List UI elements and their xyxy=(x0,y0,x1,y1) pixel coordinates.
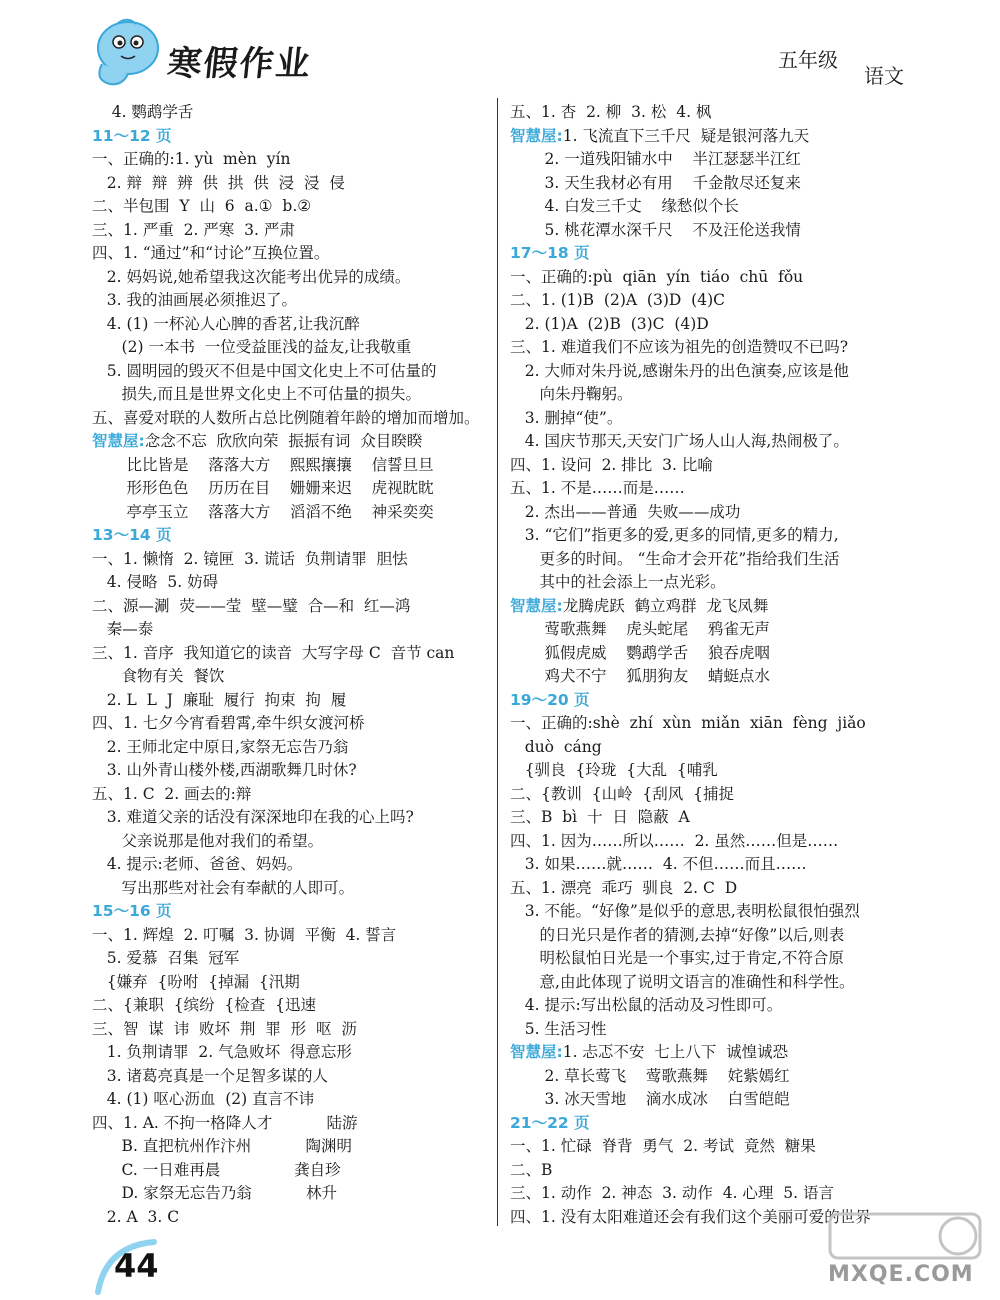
answer-line xyxy=(92,1182,496,1206)
answer-line xyxy=(92,1112,496,1136)
answer-text: {嫌弃 {吩咐 {掉漏 {汛期 xyxy=(92,972,300,991)
answer-line xyxy=(92,407,496,431)
answer-text: 二、B xyxy=(510,1160,553,1179)
answer-line xyxy=(92,1135,496,1159)
answer-text: 5. 桃花潭水深千尺 不及汪伦送我情 xyxy=(510,220,801,239)
answer-line xyxy=(92,336,496,360)
answer-line xyxy=(510,172,915,196)
answer-line xyxy=(510,642,915,666)
wisdom-house-label: 智慧屋: xyxy=(510,596,563,615)
answer-text: 2. A 3. C xyxy=(92,1207,180,1226)
answer-line xyxy=(510,266,915,290)
answer-text: B. 直把杭州作汴州 陶渊明 xyxy=(92,1137,353,1155)
answer-line xyxy=(510,101,915,125)
answer-text: duò cáng xyxy=(510,737,602,756)
answer-text: 3. 诸葛亮真是一个足智多谋的人 xyxy=(92,1066,328,1085)
answer-line xyxy=(92,1088,496,1112)
section-heading xyxy=(92,900,496,924)
answer-line xyxy=(510,994,915,1018)
answer-text: 2. 妈妈说,她希望我这次能考出优异的成绩。 xyxy=(92,267,411,286)
answer-line xyxy=(510,148,915,172)
answer-text: 念念不忘 欣欣向荣 振振有词 众目睽睽 xyxy=(144,432,423,450)
answer-text: 五、1. 杏 2. 柳 3. 松 4. 枫 xyxy=(510,103,712,121)
wisdom-house-label: 智慧屋: xyxy=(510,1043,563,1061)
answer-text: 2. 一道残阳铺水中 半江瑟瑟半江红 xyxy=(510,150,801,168)
answer-line xyxy=(92,148,496,172)
answer-text: 15～16 页 xyxy=(92,902,172,920)
answer-line xyxy=(92,712,496,736)
answer-text: 4. 提示:老师、爸爸、妈妈。 xyxy=(92,855,303,873)
answer-line xyxy=(92,1065,496,1089)
answer-text: 2. 草长莺飞 莺歌燕舞 姹紫嫣红 xyxy=(510,1066,790,1085)
answer-line xyxy=(510,1065,915,1089)
answer-text: 莺歌燕舞 虎头蛇尾 鸦雀无声 xyxy=(510,620,770,638)
answer-line xyxy=(92,830,496,854)
answer-text: 其中的社会添上一点光彩。 xyxy=(510,573,726,591)
answer-text: 二、源—涮 荧——莹 壁—璧 合—和 红—鸿 xyxy=(92,596,411,615)
answer-text: 一、正确的:pù qiān yín tiáo chū fǒu xyxy=(510,267,804,286)
section-heading xyxy=(92,125,496,149)
answer-line xyxy=(510,571,915,595)
answer-line xyxy=(510,336,915,360)
watermark-text: MXQE.COM xyxy=(828,1262,974,1287)
answer-line xyxy=(92,266,496,290)
section-heading xyxy=(92,524,496,548)
answer-text: 3. “它们”指更多的爱,更多的同情,更多的精力, xyxy=(510,526,839,544)
wisdom-house-label: 智慧屋: xyxy=(92,432,145,450)
answer-text: {驯良 {玲珑 {大乱 {哺乳 xyxy=(510,761,718,779)
answer-line xyxy=(92,595,496,619)
answer-line xyxy=(92,759,496,783)
answer-line xyxy=(92,947,496,971)
answer-text: 意,由此体现了说明文语言的准确性和科学性。 xyxy=(510,972,855,991)
answer-line xyxy=(510,548,915,572)
answer-text: 4. (1) 呕心沥血 (2) 直言不讳 xyxy=(92,1090,315,1108)
answer-line xyxy=(92,313,496,337)
answer-line xyxy=(92,172,496,196)
answer-line xyxy=(510,618,915,642)
section-heading xyxy=(510,1112,915,1136)
answer-text: 3. 山外青山楼外楼,西湖歌舞几时休? xyxy=(92,761,357,779)
dolphin-mascot-icon xyxy=(88,14,166,88)
answer-text: 17～18 页 xyxy=(510,244,590,262)
answer-text: D. 家祭无忘告乃翁 林升 xyxy=(92,1184,337,1202)
answer-text: 向朱丹鞠躬。 xyxy=(510,385,633,403)
answer-line xyxy=(510,830,915,854)
answer-line xyxy=(92,689,496,713)
answer-text: 3. 如果……就…… 4. 不但……而且…… xyxy=(510,855,807,873)
answer-text: 的日光只是作者的猜测,去掉“好像”以后,则表 xyxy=(510,925,845,944)
answer-text: 形形色色 历历在目 姗姗来迟 虎视眈眈 xyxy=(92,479,434,497)
answer-line xyxy=(92,618,496,642)
answer-line xyxy=(510,313,915,337)
answer-line xyxy=(92,736,496,760)
answer-text: 五、1. C 2. 画去的:辩 xyxy=(92,784,252,803)
answer-text: 一、1. 辉煌 2. 叮嘱 3. 协调 平衡 4. 誓言 xyxy=(92,925,397,944)
column-divider xyxy=(497,98,498,1226)
answer-text: 3. 不能。“好像”是似乎的意思,表明松鼠很怕强烈 xyxy=(510,902,860,920)
answer-text: 5. 生活习性 xyxy=(510,1019,607,1038)
answer-text: 四、1. 因为……所以…… 2. 虽然……但是…… xyxy=(510,831,839,850)
answer-text: 1. 负荆请罪 2. 气急败坏 得意忘形 xyxy=(92,1043,352,1061)
answer-text: 四、1. 七夕今宵看碧霄,牵牛织女渡河桥 xyxy=(92,714,365,732)
answer-text: 三、B bì 十 日 隐蔽 A xyxy=(510,808,690,826)
answer-line xyxy=(92,1206,496,1230)
answer-line xyxy=(92,665,496,689)
answer-line xyxy=(510,877,915,901)
answer-text: 1. 飞流直下三千尺 疑是银河落九天 xyxy=(562,126,810,145)
answer-line xyxy=(510,712,915,736)
answer-line xyxy=(92,877,496,901)
answer-text: C. 一日难再晨 龚自珍 xyxy=(92,1160,341,1179)
answer-text: 食物有关 餐饮 xyxy=(92,667,225,685)
answer-text: 五、喜爱对联的人数所占总比例随着年龄的增加而增加。 xyxy=(92,408,480,427)
answer-line xyxy=(92,219,496,243)
answer-line xyxy=(92,1018,496,1042)
answer-line xyxy=(92,289,496,313)
answer-text: 三、智 谋 讳 败坏 荆 罪 形 呕 沥 xyxy=(92,1019,357,1038)
grade-label: 五年级 xyxy=(778,48,838,72)
answer-text: 四、1. A. 不拘一格降人才 陆游 xyxy=(92,1113,358,1132)
answer-text: 2. 杰出——普通 失败——成功 xyxy=(510,502,741,521)
answer-line xyxy=(92,1041,496,1065)
answer-line xyxy=(510,1159,915,1183)
answer-text: 亭亭玉立 落落大方 滔滔不绝 神采奕奕 xyxy=(92,502,434,521)
answer-line xyxy=(92,383,496,407)
answer-text: 鸡犬不宁 狐朋狗友 蜻蜓点水 xyxy=(510,667,770,685)
answer-text: 二、半包围 Y 山 6 a.① b.② xyxy=(92,197,312,215)
answer-text: 更多的时间。 “生命才会开花”指给我们生活 xyxy=(510,549,840,568)
answer-line xyxy=(92,853,496,877)
answer-text: 4. 鹦鹉学舌 xyxy=(92,103,194,121)
answer-line xyxy=(92,783,496,807)
answer-line xyxy=(510,289,915,313)
answer-line xyxy=(510,665,915,689)
answer-line xyxy=(510,501,915,525)
answer-text: 龙腾虎跃 鹤立鸡群 龙飞凤舞 xyxy=(562,596,769,615)
answer-text: 4. (1) 一杯沁人心脾的香茗,让我沉醉 xyxy=(92,314,360,333)
answer-line xyxy=(510,806,915,830)
answer-text: 秦—泰 xyxy=(92,620,154,638)
answer-line xyxy=(92,101,496,125)
answer-text: 三、1. 难道我们不应该为祖先的创造赞叹不已吗? xyxy=(510,338,849,356)
answer-line xyxy=(510,383,915,407)
answer-line xyxy=(92,454,496,478)
answer-text: 11～12 页 xyxy=(92,126,172,145)
answer-line xyxy=(510,219,915,243)
answer-line xyxy=(510,783,915,807)
answer-line xyxy=(510,430,915,454)
answer-text: 4. 侵略 5. 妨碍 xyxy=(92,573,219,591)
answer-text: 损失,而且是世界文化史上不可估量的损失。 xyxy=(92,385,421,403)
answer-text: 3. 天生我材必有用 千金散尽还复来 xyxy=(510,173,801,192)
subject-label: 语文 xyxy=(864,64,904,88)
answer-line xyxy=(92,195,496,219)
answer-text: 2. (1)A (2)B (3)C (4)D xyxy=(510,314,709,333)
answer-text: 明松鼠怕日光是一个事实,过于肯定,不符合原 xyxy=(510,949,844,967)
answer-text: 1. 忐忑不安 七上八下 诚惶诚恐 xyxy=(562,1043,789,1061)
answer-line xyxy=(510,125,915,149)
left-answer-column xyxy=(92,101,496,1229)
answer-line xyxy=(92,971,496,995)
answer-line xyxy=(510,1182,915,1206)
answer-text: 2. L L J 廉耻 履行 拘束 拘 履 xyxy=(92,690,347,709)
answer-line xyxy=(510,1018,915,1042)
right-answer-column xyxy=(510,101,915,1229)
answer-line xyxy=(92,477,496,501)
answer-line xyxy=(92,642,496,666)
answer-text: 二、{兼职 {缤纷 {检查 {迅速 xyxy=(92,996,317,1014)
answer-text: 三、1. 动作 2. 神态 3. 动作 4. 心理 5. 语言 xyxy=(510,1184,834,1202)
answer-line xyxy=(510,195,915,219)
answer-line xyxy=(92,430,496,454)
answer-text: 19～20 页 xyxy=(510,690,590,709)
answer-text: 4. 提示:写出松鼠的活动及习性即可。 xyxy=(510,996,783,1014)
answer-text: 四、1. 设问 2. 排比 3. 比喻 xyxy=(510,455,713,474)
answer-text: 写出那些对社会有奉献的人即可。 xyxy=(92,878,355,897)
answer-line xyxy=(510,853,915,877)
answer-text: 2. 辩 辩 辨 供 拱 供 浸 浸 侵 xyxy=(92,173,345,192)
answer-line xyxy=(92,501,496,525)
page-number: 44 xyxy=(114,1247,159,1285)
answer-line xyxy=(510,1088,915,1112)
workbook-title: 寒假作业 xyxy=(165,44,314,84)
answer-line xyxy=(92,571,496,595)
answer-line xyxy=(510,947,915,971)
answer-line xyxy=(510,736,915,760)
answer-text: 二、1. (1)B (2)A (3)D (4)C xyxy=(510,291,725,309)
answer-text: 3. 我的油画展必须推迟了。 xyxy=(92,291,297,309)
answer-text: 狐假虎威 鹦鹉学舌 狼吞虎咽 xyxy=(510,643,770,662)
answer-line xyxy=(510,759,915,783)
answer-text: 13～14 页 xyxy=(92,526,172,544)
answer-line xyxy=(510,971,915,995)
answer-line xyxy=(510,900,915,924)
answer-line xyxy=(92,806,496,830)
answer-line xyxy=(510,360,915,384)
answer-text: 五、1. 不是……而是…… xyxy=(510,479,685,497)
answer-text: 三、1. 严重 2. 严寒 3. 严肃 xyxy=(92,220,295,239)
answer-text: 5. 爱慕 召集 冠军 xyxy=(92,949,240,967)
answer-line xyxy=(510,1135,915,1159)
answer-text: 21～22 页 xyxy=(510,1113,590,1132)
section-heading xyxy=(510,242,915,266)
section-heading xyxy=(510,689,915,713)
answer-text: 四、1. 没有太阳难道还会有我们这个美丽可爱的世界 xyxy=(510,1207,871,1226)
answer-line xyxy=(92,548,496,572)
answer-text: 4. 国庆节那天,天安门广场人山人海,热闹极了。 xyxy=(510,432,849,450)
answer-line xyxy=(92,1159,496,1183)
answer-line xyxy=(510,524,915,548)
answer-line xyxy=(92,360,496,384)
answer-text: 比比皆是 落落大方 熙熙攘攘 信誓旦旦 xyxy=(92,455,434,474)
answer-text: 一、1. 忙碌 脊背 勇气 2. 考试 竟然 糖果 xyxy=(510,1137,816,1155)
answer-text: 2. 王师北定中原日,家祭无忘告乃翁 xyxy=(92,737,349,756)
answer-text: 一、正确的:1. yù mèn yín xyxy=(92,150,291,168)
page-header xyxy=(0,0,1000,100)
answer-line xyxy=(92,924,496,948)
answer-text: 3. 难道父亲的话没有深深地印在我的心上吗? xyxy=(92,808,414,826)
answer-line xyxy=(510,477,915,501)
answer-text: 一、正确的:shè zhí xùn miǎn xiān fèng jiǎo xyxy=(510,714,866,732)
answer-text: 一、1. 懒惰 2. 镜匣 3. 谎话 负荆请罪 胆怯 xyxy=(92,549,408,568)
answer-text: 三、1. 音序 我知道它的读音 大写字母 C 音节 can xyxy=(92,643,455,662)
answer-text: 3. 冰天雪地 滴水成冰 白雪皑皑 xyxy=(510,1090,790,1108)
answer-line xyxy=(92,994,496,1018)
answer-text: 4. 白发三千丈 缘愁似个长 xyxy=(510,197,739,215)
answer-text: 二、{教训 {山岭 {刮风 {捕捉 xyxy=(510,784,735,803)
answer-text: 四、1. “通过”和“讨论”互换位置。 xyxy=(92,244,330,262)
wisdom-house-label: 智慧屋: xyxy=(510,126,563,145)
answer-text: 3. 删掉“使”。 xyxy=(510,408,623,427)
answer-line xyxy=(510,924,915,948)
answer-line xyxy=(510,1041,915,1065)
answer-text: 五、1. 漂亮 乖巧 驯良 2. C D xyxy=(510,878,738,897)
answer-line xyxy=(510,595,915,619)
answer-text: 2. 大师对朱丹说,感谢朱丹的出色演奏,应该是他 xyxy=(510,361,849,380)
answer-line xyxy=(92,242,496,266)
answer-text: 5. 圆明园的毁灭不但是中国文化史上不可估量的 xyxy=(92,361,437,380)
answer-text: 父亲说那是他对我们的希望。 xyxy=(92,831,324,850)
answer-text: (2) 一本书 一位受益匪浅的益友,让我敬重 xyxy=(92,338,412,356)
answer-line xyxy=(510,407,915,431)
answer-line xyxy=(510,454,915,478)
